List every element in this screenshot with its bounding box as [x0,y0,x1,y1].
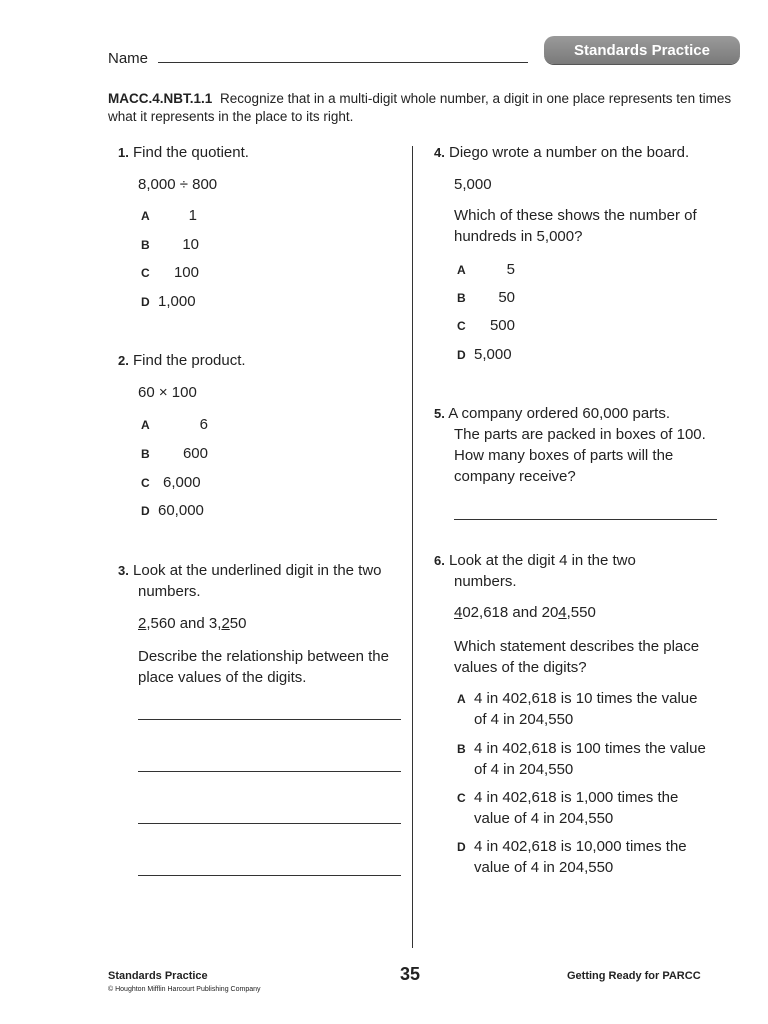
question-1 [118,142,249,163]
q2-choice-d: D 60,000 [141,502,204,519]
footer-title: Standards Practice [108,970,208,982]
column-divider [412,146,413,948]
question-5 [434,403,670,424]
standard-code: MACC.4.NBT.1.1 [108,91,213,106]
q4-question-line-1: Which of these shows the number of [454,207,697,224]
question-number: 6. [434,553,445,568]
footer-series: Getting Ready for PARCC [567,970,701,982]
question-number: 2. [118,353,129,368]
q5-answer-line[interactable] [454,519,717,520]
q6-question-line-1: Which statement describes the place [454,638,700,655]
standard-text: Recognize that in a multi-digit whole number, a digit in one place represents ten times what it represents in the place to its right. [108,91,732,124]
question-prompt: Find the quotient. [133,144,249,161]
q4-choice-c: C 500 [457,317,515,334]
q1-choice-b: B 10 [141,236,199,253]
q6-choice-a: A 4 in 402,618 is 10 times the value [457,690,698,707]
q6-prompt-line-2: numbers. [454,573,517,590]
q6-question-line-2: values of the digits? [454,659,587,676]
q1-choice-a: A 1 [141,207,197,224]
q3-describe-line-1: Describe the relationship between the [138,648,389,665]
q4-number: 5,000 [454,176,492,193]
q3-answer-line-4[interactable] [138,875,401,876]
name-line [158,62,528,63]
q3-numbers: 2,560 and 3,250 [138,615,247,632]
name-label: Name [108,50,149,67]
q1-choice-d: D 1,000 [141,293,196,310]
footer-copyright: © Houghton Mifflin Harcourt Publishing Company [108,986,261,993]
q5-line-4: company receive? [454,468,576,485]
question-3 [118,560,382,581]
q3-describe-line-2: place values of the digits. [138,669,307,686]
question-2 [118,350,246,371]
question-number: 3. [118,563,129,578]
standards-practice-badge: Standards Practice [544,36,740,64]
q4-choice-d: D 5,000 [457,346,512,363]
q2-choice-b: B 600 [141,445,208,462]
q6-choice-b-line-2: of 4 in 204,550 [474,761,574,778]
q2-choice-c: C 6,000 [141,474,201,491]
q6-numbers: 402,618 and 204,550 [454,604,596,621]
question-prompt: Look at the underlined digit in the two [133,562,382,579]
q6-choice-d: D 4 in 402,618 is 10,000 times the [457,838,687,855]
q6-choice-c-line-2: value of 4 in 204,550 [474,810,614,827]
question-6 [434,550,636,571]
q5-line-2: The parts are packed in boxes of 100. [454,426,706,443]
question-prompt: Find the product. [133,352,246,369]
question-prompt: Diego wrote a number on the board. [449,144,690,161]
q1-choice-c: C 100 [141,264,199,281]
q1-expression: 8,000 ÷ 800 [138,176,218,193]
q6-choice-d-line-2: value of 4 in 204,550 [474,859,614,876]
question-number: 4. [434,145,445,160]
q6-choice-a-line-2: of 4 in 204,550 [474,711,574,728]
q3-prompt-line-2: numbers. [138,583,201,600]
question-prompt: A company ordered 60,000 parts. [448,405,670,422]
q3-answer-line-1[interactable] [138,719,401,720]
q4-choice-b: B 50 [457,289,515,306]
q6-choice-b: B 4 in 402,618 is 100 times the value [457,740,706,757]
standard-statement [108,90,738,126]
question-number: 1. [118,145,129,160]
q3-answer-line-3[interactable] [138,823,401,824]
page-number: 35 [400,964,421,984]
question-4 [434,142,689,163]
q6-choice-c: C 4 in 402,618 is 1,000 times the [457,789,679,806]
q4-question-line-2: hundreds in 5,000? [454,228,583,245]
question-prompt: Look at the digit 4 in the two [449,552,636,569]
q2-expression: 60 × 100 [138,384,197,401]
q3-answer-line-2[interactable] [138,771,401,772]
q4-choice-a: A 5 [457,261,515,278]
question-number: 5. [434,406,445,421]
q2-choice-a: A 6 [141,416,208,433]
q5-line-3: How many boxes of parts will the [454,447,674,464]
